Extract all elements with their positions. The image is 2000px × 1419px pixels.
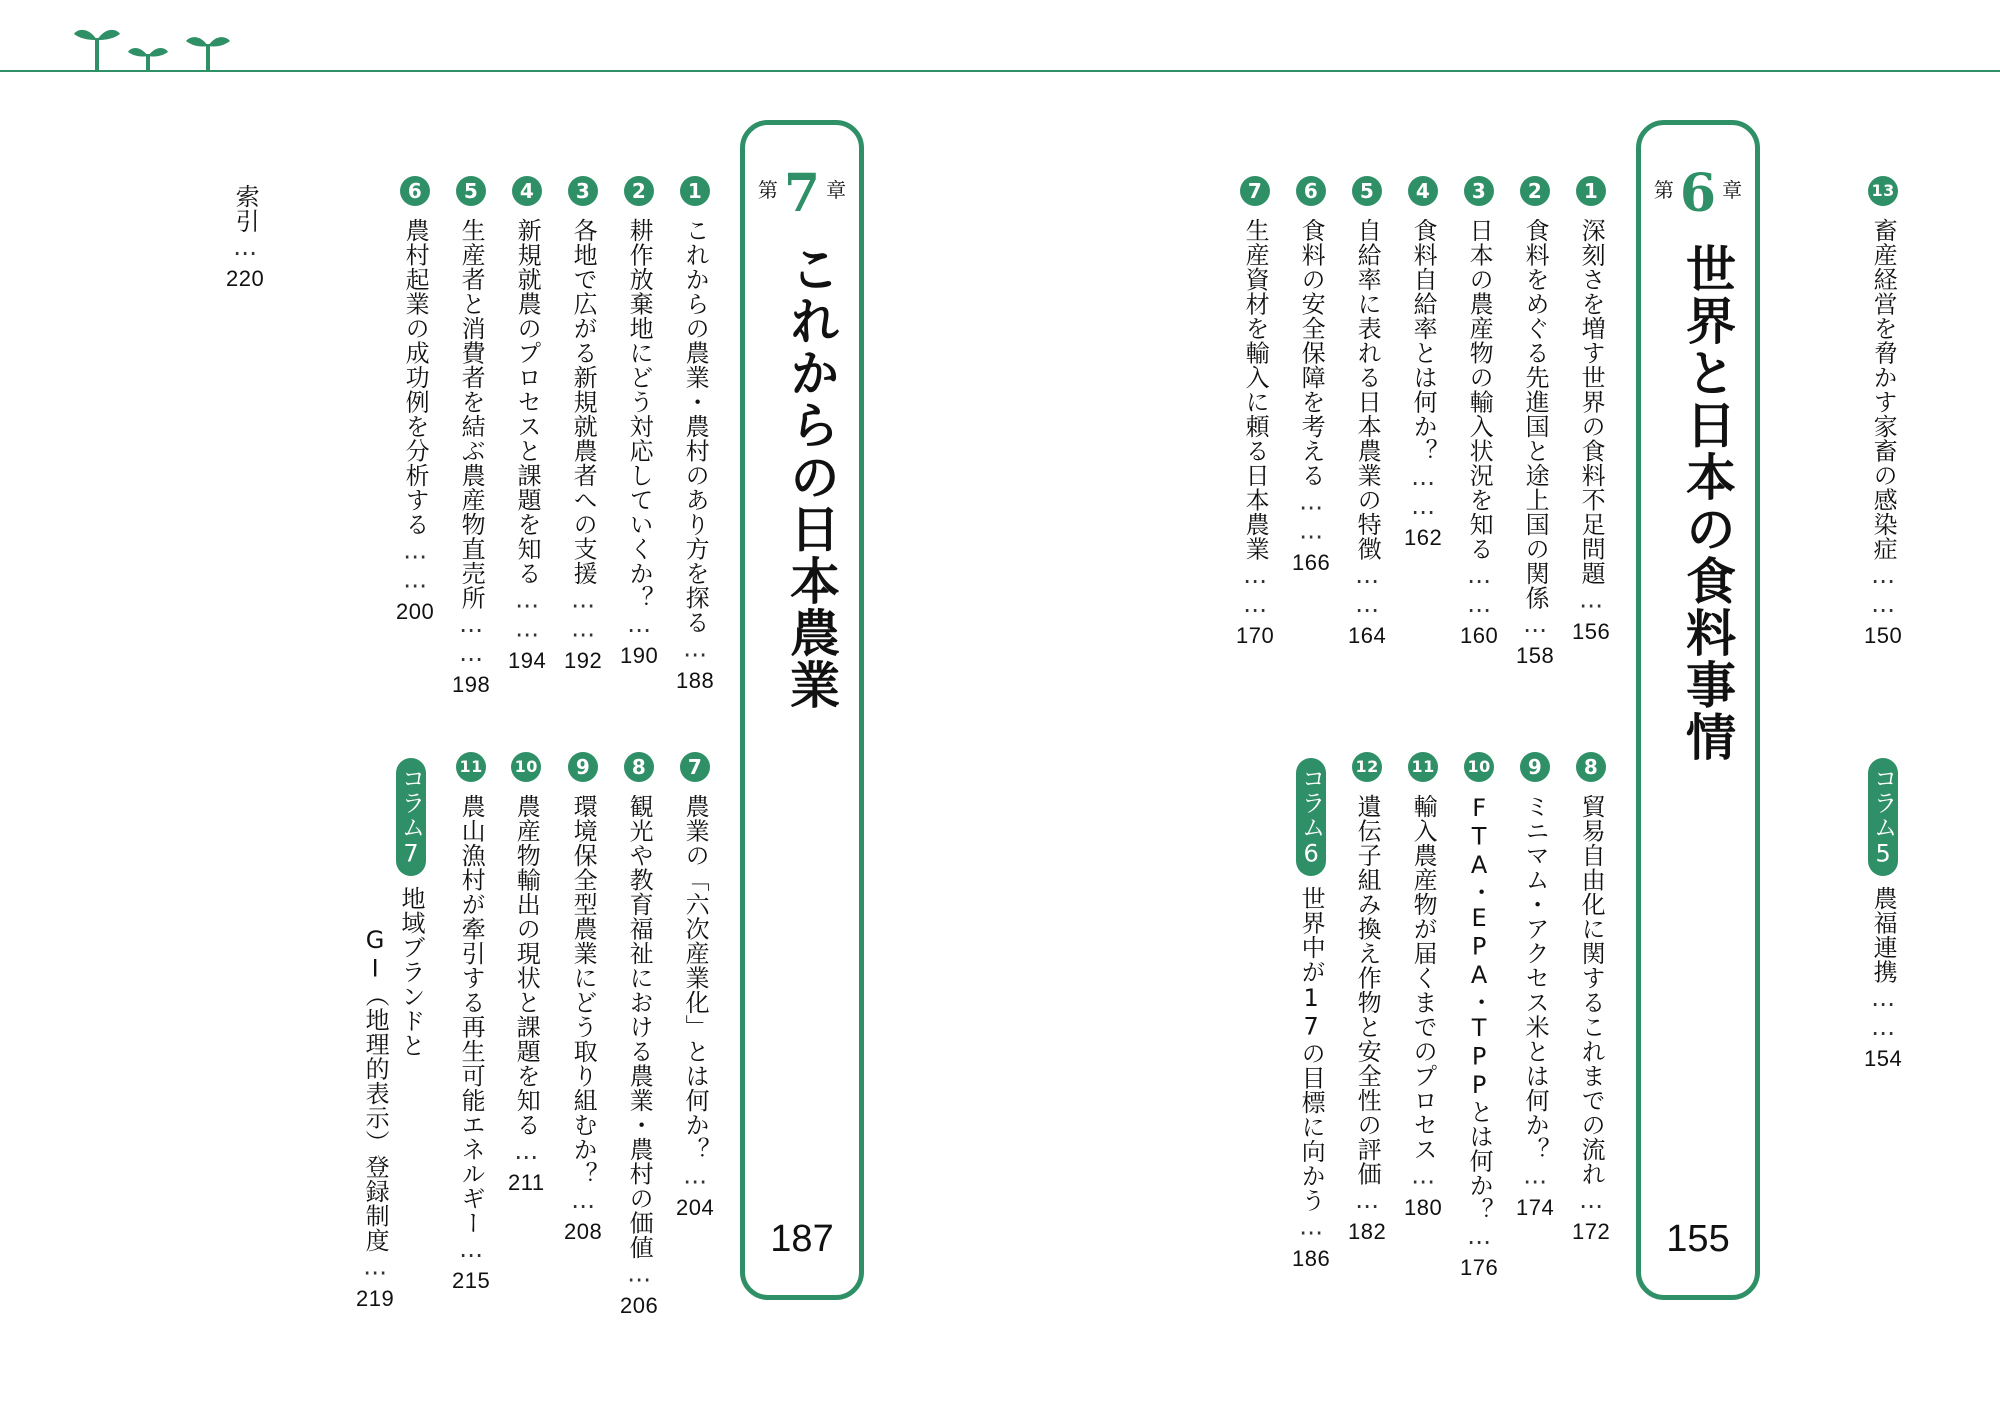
- item-number-badge: 7: [1240, 176, 1270, 206]
- sprout-icon: [184, 30, 232, 72]
- item-number-badge: 3: [1464, 176, 1494, 206]
- toc-item[interactable]: [1292, 176, 1330, 574]
- leader-dots: …: [1521, 1161, 1550, 1191]
- item-number-badge: 9: [1520, 752, 1550, 782]
- item-number-badge: 4: [512, 176, 542, 206]
- leader-dots: …: [569, 1186, 598, 1215]
- toc-item-page: 164: [1348, 623, 1387, 648]
- toc-item-title: FTA・EPA・TPPとは何か？: [1465, 794, 1494, 1222]
- toc-item-title: 輸入農産物が届くまでのプロセス: [1409, 794, 1438, 1162]
- item-number-badge: 13: [1868, 176, 1898, 206]
- leader-dots: …: [625, 1259, 654, 1289]
- item-number-badge: 5: [1352, 176, 1382, 206]
- toc-item[interactable]: [1572, 176, 1610, 643]
- toc-item-title: 畜産経営を脅かす家畜の感染症: [1869, 218, 1898, 561]
- leader-dots: ……: [1869, 984, 1898, 1042]
- toc-item-title: 遺伝子組み換え作物と安全性の評価: [1353, 794, 1382, 1186]
- leader-dots: ……: [1409, 463, 1438, 521]
- toc-item-title: 農福連携: [1869, 886, 1898, 984]
- toc-item[interactable]: [564, 176, 602, 672]
- toc-item[interactable]: [508, 752, 545, 1194]
- toc-item-title: 貿易自由化に関するこれまでの流れ: [1577, 794, 1606, 1186]
- toc-item[interactable]: [1348, 176, 1386, 647]
- toc-item-title: 地域ブランドと: [397, 886, 425, 1058]
- toc-item-title: 耕作放棄地にどう対応していくか？: [625, 218, 654, 610]
- item-number-badge: 3: [568, 176, 598, 206]
- toc-item-page: 188: [676, 667, 715, 693]
- toc-item[interactable]: [564, 752, 602, 1243]
- toc-item[interactable]: [508, 176, 546, 672]
- item-number-badge: 5: [456, 176, 486, 206]
- toc-item-title: 農村起業の成功例を分析する: [401, 218, 430, 537]
- toc-item[interactable]: [452, 752, 490, 1292]
- toc-item-page: 172: [1572, 1219, 1611, 1244]
- item-number-badge: 6: [400, 176, 430, 206]
- toc-item-page: 166: [1292, 549, 1331, 575]
- toc-item-page: 158: [1516, 643, 1555, 668]
- toc-item-page: 170: [1236, 623, 1275, 648]
- leader-dots: ……: [401, 536, 430, 595]
- toc-item-page: 204: [676, 1194, 715, 1220]
- toc-column-item[interactable]: [1292, 758, 1330, 1270]
- column-badge: コラム7: [396, 758, 426, 876]
- toc-item[interactable]: [1348, 752, 1386, 1243]
- toc-item-title: これからの農業・農村のあり方を探る: [681, 218, 710, 635]
- toc-item[interactable]: [1460, 752, 1498, 1279]
- leader-dots: …: [1577, 585, 1606, 615]
- item-number-badge: 8: [1576, 752, 1606, 782]
- toc-item-title: 新規就農のプロセスと課題を知る: [513, 218, 542, 586]
- leader-dots: …: [1297, 1212, 1326, 1242]
- chapter-7-header[interactable]: [740, 120, 864, 1300]
- toc-item-page: 200: [396, 598, 435, 624]
- toc-item[interactable]: [396, 176, 434, 623]
- leader-dots: ……: [1241, 561, 1270, 619]
- toc-index[interactable]: [226, 184, 264, 290]
- toc-item-page: 156: [1572, 618, 1611, 644]
- toc-item-page: 192: [564, 647, 603, 673]
- leader-dots: …: [1577, 1186, 1606, 1215]
- leader-dots: ……: [1353, 561, 1382, 619]
- chapter-title: 世界と日本の食料事情: [1678, 243, 1736, 763]
- toc-item[interactable]: [1404, 176, 1442, 549]
- toc-item-page: 198: [452, 672, 491, 697]
- toc-item-title: ミニマム・アクセス米とは何か？: [1521, 794, 1550, 1162]
- chapter-page: 155: [1666, 1218, 1730, 1260]
- toc-item-title: GI（地理的表示）登録制度: [361, 926, 390, 1253]
- toc-item-page: 180: [1404, 1194, 1443, 1220]
- chapter-label: 第 6 章: [1653, 163, 1743, 224]
- leader-dots: …: [625, 610, 654, 639]
- toc-item-title: 環境保全型農業にどう取り組むか？: [569, 794, 598, 1186]
- toc-item[interactable]: [1516, 176, 1554, 667]
- toc-item[interactable]: [1572, 752, 1610, 1243]
- toc-item-page: 162: [1404, 525, 1443, 550]
- toc-item[interactable]: [1864, 176, 1902, 647]
- chapter-page: 187: [770, 1218, 834, 1260]
- header-rule: [0, 70, 2000, 72]
- leader-dots: …: [457, 1235, 486, 1264]
- item-number-badge: 10: [511, 752, 541, 782]
- toc-item-title: 生産資材を輸入に頼る日本農業: [1241, 218, 1270, 561]
- column-badge: コラム6: [1296, 758, 1326, 876]
- toc-item-page: 190: [620, 643, 659, 668]
- toc-item-page: 174: [1516, 1194, 1555, 1220]
- leader-dots: …: [1465, 1222, 1494, 1251]
- toc-item[interactable]: [676, 176, 714, 692]
- toc-item-title: 生産者と消費者を結ぶ農産物直売所: [457, 218, 486, 610]
- leader-dots: …: [681, 634, 710, 664]
- toc-item-page: 206: [620, 1292, 659, 1318]
- toc-item-title: 深刻さを増す世界の食料不足問題: [1577, 218, 1606, 586]
- toc-item-title: 農業の「六次産業化」とは何か？: [681, 794, 710, 1162]
- toc-item[interactable]: [1404, 752, 1442, 1219]
- item-number-badge: 1: [680, 176, 710, 206]
- item-number-badge: 9: [568, 752, 598, 782]
- toc-item[interactable]: [676, 752, 714, 1219]
- toc-item-title: 世界中が17の目標に向かう: [1297, 886, 1326, 1213]
- toc-item-title: 日本の農産物の輸入状況を知る: [1465, 218, 1494, 561]
- toc-item-page: 154: [1864, 1046, 1903, 1071]
- leader-dots: …: [1409, 1161, 1438, 1191]
- toc-item[interactable]: [452, 176, 490, 696]
- toc-item-page: 160: [1460, 623, 1499, 648]
- item-number-badge: 8: [624, 752, 654, 782]
- toc-item-page: 208: [564, 1219, 603, 1244]
- toc-column-item[interactable]: [396, 758, 426, 1058]
- toc-item[interactable]: [1516, 752, 1554, 1219]
- item-number-badge: 7: [680, 752, 710, 782]
- item-number-badge: 2: [624, 176, 654, 206]
- toc-item[interactable]: [620, 752, 658, 1317]
- toc-item-title: 観光や教育福祉における農業・農村の価値: [625, 794, 654, 1260]
- toc-item-page: 194: [508, 647, 547, 673]
- toc-item[interactable]: [1460, 176, 1498, 647]
- leader-dots: ……: [1297, 487, 1326, 546]
- item-number-badge: 1: [1576, 176, 1606, 206]
- item-number-badge: 6: [1296, 176, 1326, 206]
- leader-dots: ……: [513, 585, 542, 644]
- toc-item-title: 農山漁村が牽引する再生可能エネルギー: [457, 794, 486, 1235]
- chapter-label: 第 7 章: [757, 163, 847, 224]
- chapter-title: これからの日本農業: [782, 243, 840, 711]
- leader-dots: ……: [1465, 561, 1494, 619]
- toc-item-title: 自給率に表れる日本農業の特徴: [1353, 218, 1382, 561]
- leader-dots: ……: [1869, 561, 1898, 619]
- item-number-badge: 2: [1520, 176, 1550, 206]
- toc-item-title: 農産物輸出の現状と課題を知る: [512, 794, 541, 1137]
- toc-item-page: 215: [452, 1268, 491, 1293]
- toc-item-title: 食料の安全保障を考える: [1297, 218, 1326, 488]
- sprout-icon: [126, 40, 170, 72]
- leader-dots: ……: [569, 585, 598, 644]
- toc-item[interactable]: [620, 176, 658, 667]
- toc-item-page: 176: [1460, 1255, 1499, 1280]
- item-number-badge: 4: [1408, 176, 1438, 206]
- toc-item-page: 219: [356, 1285, 395, 1311]
- toc-item-page: 150: [1864, 623, 1903, 648]
- index-page: 220: [226, 266, 265, 291]
- toc-item-title: 各地で広がる新規就農者への支援: [569, 218, 598, 586]
- leader-dots: …: [231, 233, 260, 262]
- chapter-6-header[interactable]: [1636, 120, 1760, 1300]
- leader-dots: ……: [457, 610, 486, 668]
- leader-dots: …: [512, 1137, 541, 1166]
- leader-dots: …: [1353, 1186, 1382, 1215]
- toc-item-page: 186: [1292, 1245, 1331, 1271]
- toc-item-page: 211: [508, 1170, 545, 1195]
- toc-item-title: 食料をめぐる先進国と途上国の関係: [1521, 218, 1550, 610]
- sprout-icon: [72, 20, 122, 72]
- toc-item-title: 食料自給率とは何か？: [1409, 218, 1438, 463]
- leader-dots: …: [681, 1161, 710, 1191]
- item-number-badge: 10: [1464, 752, 1494, 782]
- index-title: 索引: [231, 184, 260, 233]
- toc-column-item-continued[interactable]: [356, 926, 394, 1310]
- leader-dots: …: [361, 1252, 390, 1282]
- column-badge: コラム5: [1868, 758, 1898, 876]
- toc-item[interactable]: [1236, 176, 1274, 647]
- leader-dots: …: [1521, 610, 1550, 639]
- toc-column-item[interactable]: [1864, 758, 1902, 1070]
- item-number-badge: 11: [456, 752, 486, 782]
- item-number-badge: 11: [1408, 752, 1438, 782]
- toc-item-page: 182: [1348, 1219, 1387, 1244]
- item-number-badge: 12: [1352, 752, 1382, 782]
